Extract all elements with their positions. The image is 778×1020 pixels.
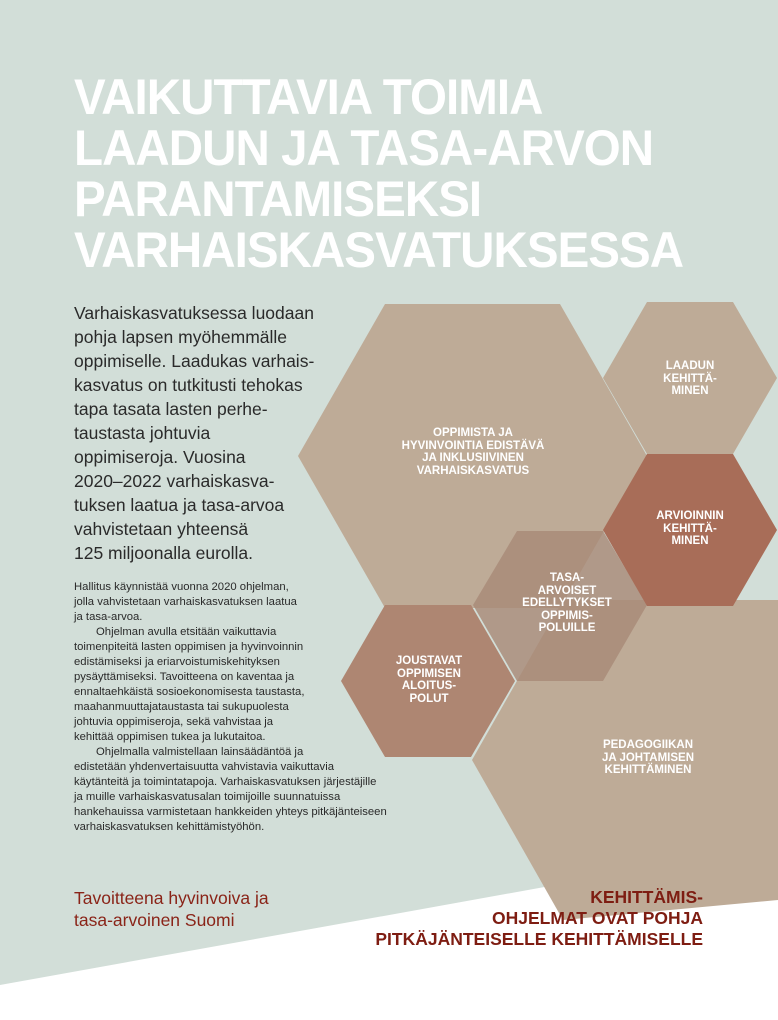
closing-statement xyxy=(375,887,703,950)
title-line: VARHAISKASVATUKSESSA xyxy=(74,222,684,278)
body-line: maahanmuuttajataustasta tai sukupuolesta xyxy=(74,701,289,713)
closing-line: PITKÄJÄNTEISELLE KEHITTÄMISELLE xyxy=(375,929,703,949)
hexagon-label-line: PEDAGOGIIKAN xyxy=(602,739,694,751)
hexagon-label-line: POLUILLE xyxy=(538,622,596,634)
body-line: ja muille varhaiskasvatusalan toimijoille suunnatuissa xyxy=(74,791,341,803)
body-line: ja tasa-arvoa. xyxy=(74,611,143,623)
goal-line: Tavoitteena hyvinvoiva ja xyxy=(74,888,269,908)
intro-line: kasvatus on tutkitusti tehokas xyxy=(74,375,303,395)
intro-line: oppimiseroja. Vuosina xyxy=(74,447,246,467)
hexagon-label-line: JA JOHTAMISEN xyxy=(601,751,695,764)
intro-line: vahvistetaan yhteensä xyxy=(74,519,249,539)
body-line: hankehauissa varmistetaan hankkeiden yhteys pitkäjänteiseen xyxy=(74,806,387,818)
hexagon-label-line: MINEN xyxy=(671,535,709,547)
body-line: Ohjelman avulla etsitään vaikuttavia xyxy=(96,626,277,638)
hexagon-label-line: OPPIMISTA JA xyxy=(433,427,513,439)
hexagon-label-inclusive xyxy=(402,427,545,477)
closing-line: KEHITTÄMIS- xyxy=(590,887,703,907)
hexagon-label-line: EDELLYTYKSET xyxy=(522,597,612,609)
body-line: edistämiseksi ja eriarvoistumiskehityksen xyxy=(74,656,280,668)
hexagon-label-line: ARVOISET xyxy=(537,584,597,597)
intro-line: taustasta johtuvia xyxy=(74,423,211,443)
intro-line: Varhaiskasvatuksessa luodaan xyxy=(74,303,314,323)
title-line: PARANTAMISEKSI xyxy=(74,171,482,227)
hexagon-label-line: POLUT xyxy=(409,692,449,705)
closing-line: OHJELMAT OVAT POHJA xyxy=(492,908,703,928)
hexagon-label-line: ALOITUS- xyxy=(401,680,457,692)
hexagon-label-line: KEHITTÄ- xyxy=(663,522,717,535)
body-text xyxy=(74,580,404,835)
intro-line: tapa tasata lasten perhe- xyxy=(74,399,268,419)
intro-line: pohja lapsen myöhemmälle xyxy=(74,327,288,347)
body-line: johtuvia oppimiseroja, sekä vahvistaa ja xyxy=(74,716,274,728)
hexagon-label-line: VARHAISKASVATUS xyxy=(416,464,530,477)
goal-statement xyxy=(74,887,269,931)
intro-line: tuksen laatua ja tasa-arvoa xyxy=(74,495,285,515)
hexagon-label-flexible-start xyxy=(396,655,462,705)
body-line: edistetään yhdenvertaisuutta vahvistavia vaikuttavia xyxy=(74,761,334,773)
body-line: Ohjelmalla valmistellaan lainsäädäntöä ja xyxy=(96,746,304,758)
hexagon-label-quality xyxy=(663,360,717,398)
hexagon-label-line: KEHITTÄ- xyxy=(663,372,717,385)
hexagon-label-line: JA INKLUSIIVINEN xyxy=(422,452,524,464)
body-line: kehittää oppimisen tukea ja lukutaitoa. xyxy=(74,731,266,743)
intro-paragraph xyxy=(74,301,344,565)
intro-line: oppimiselle. Laadukas varhais- xyxy=(74,351,315,371)
hexagon-label-pedagogy xyxy=(602,739,694,777)
hexagon-label-line: OPPIMISEN xyxy=(397,667,461,680)
body-line: käytänteitä ja toimintatapoja. Varhaiskasvatuksen järjestäjille xyxy=(74,776,377,788)
hexagon-label-line: JOUSTAVAT xyxy=(395,655,463,667)
body-line: Hallitus käynnistää vuonna 2020 ohjelman, xyxy=(74,581,289,593)
intro-line: 125 miljoonalla eurolla. xyxy=(74,543,253,563)
hexagon-label-line: HYVINVOINTIA EDISTÄVÄ xyxy=(401,439,545,452)
body-line: pysäyttämiseksi. Tavoitteena on kaventaa ja xyxy=(74,671,295,683)
intro-line: 2020–2022 varhaiskasva- xyxy=(74,471,275,491)
body-line: jolla vahvistetaan varhaiskasvatuksen laatua xyxy=(74,596,297,608)
body-line: toimenpiteitä lasten oppimisen ja hyvinvoinnin xyxy=(74,641,304,653)
hexagon-label-line: KEHITTÄMINEN xyxy=(604,764,692,776)
hexagon-label-line: ARVIOINNIN xyxy=(656,510,724,522)
body-line: varhaiskasvatuksen kehittämistyöhön. xyxy=(74,821,265,833)
body-line: ennaltaehkäistä sosioekonomisesta taustasta, xyxy=(74,686,305,698)
hexagon-label-line: MINEN xyxy=(671,385,709,397)
hexagon-label-assessment xyxy=(656,510,724,548)
title-line: VAIKUTTAVIA TOIMIA xyxy=(74,69,543,125)
title-line: LAADUN JA TASA-ARVON xyxy=(74,120,654,176)
page-title xyxy=(74,69,684,278)
goal-line: tasa-arvoinen Suomi xyxy=(74,910,235,930)
hexagon-label-line: TASA- xyxy=(549,572,585,584)
hexagon-label-line: LAADUN xyxy=(665,360,715,372)
hexagon-label-equal-paths xyxy=(522,572,612,635)
hexagon-label-line: OPPIMIS- xyxy=(541,609,593,622)
